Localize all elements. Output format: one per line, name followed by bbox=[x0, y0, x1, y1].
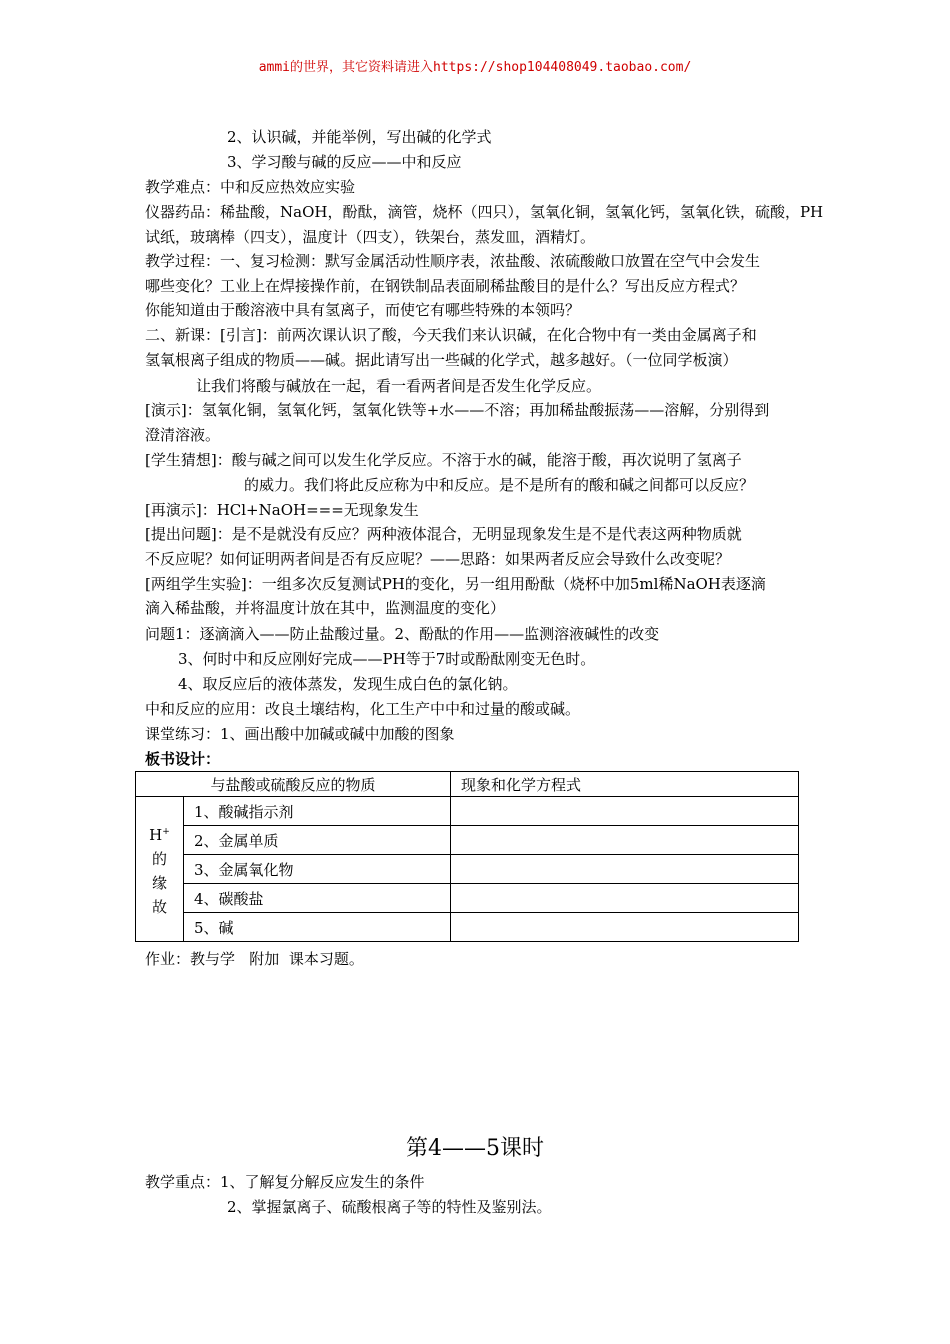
key-point-2: 2、掌握氯离子、硫酸根离子等的特性及鉴别法。 bbox=[227, 1198, 552, 1216]
side-char-2: 缘 bbox=[151, 873, 167, 892]
page-header-link[interactable]: ammi的世界，其它资料请进入https://shop104408049.taobao.com/ bbox=[258, 60, 692, 75]
demo-line-2: 澄清溶液。 bbox=[145, 426, 221, 444]
board-header-substances: 与盐酸或硫酸反应的物质 bbox=[136, 772, 451, 797]
guess-line-2: 的威力。我们将此反应称为中和反应。是不是所有的酸和碱之间都可以反应？ bbox=[244, 476, 755, 494]
section-title: 第4——5课时 bbox=[406, 1136, 544, 1161]
side-h: H bbox=[149, 825, 163, 844]
homework: 作业：教与学 附加 课本习题。 bbox=[145, 950, 364, 968]
new-lesson-line-3: 让我们将酸与碱放在一起，看一看两者间是否发生化学反应。 bbox=[196, 377, 602, 395]
board-cell-empty bbox=[451, 826, 799, 855]
teaching-difficulty: 教学难点：中和反应热效应实验 bbox=[145, 178, 356, 196]
experiment-line-2: 滴入稀盐酸，并将温度计放在其中，监测温度的变化） bbox=[145, 599, 506, 617]
application-line: 中和反应的应用：改良土壤结构，化工生产中中和过量的酸或碱。 bbox=[145, 700, 581, 718]
board-item-indicator: 1、酸碱指示剂 bbox=[184, 797, 451, 826]
board-cell-empty bbox=[451, 797, 799, 826]
process-line-3: 你能知道由于酸溶液中具有氢离子，而使它有哪些特殊的本领吗？ bbox=[145, 301, 581, 319]
board-header-phenomena: 现象和化学方程式 bbox=[451, 772, 799, 797]
objective-2: 2、认识碱，并能举例，写出碱的化学式 bbox=[227, 128, 492, 146]
new-lesson-line-2: 氢氧根离子组成的物质——碱。据此请写出一些碱的化学式，越多越好。（一位同学板演） bbox=[145, 351, 738, 369]
side-char-3: 故 bbox=[151, 897, 167, 916]
board-table bbox=[135, 771, 799, 942]
new-lesson-line-1: 二、新课：[引言]：前两次课认识了酸，今天我们来认识碱，在化合物中有一类由金属离子和 bbox=[145, 326, 757, 344]
question-line-1: [提出问题]：是不是就没有反应？两种液体混合，无明显现象发生是不是代表这两种物质就 bbox=[145, 525, 742, 543]
experiment-line-1: [两组学生实验]：一组多次反复测试PH的变化，另一组用酚酞（烧杯中加5ml稀NaOH表逐滴 bbox=[145, 575, 766, 593]
materials-line-1: 仪器药品：稀盐酸，NaOH，酚酞，滴管，烧杯（四只），氢氧化铜，氢氧化钙，氢氧化铁，硫酸，PH bbox=[145, 203, 824, 221]
classroom-exercise: 课堂练习：1、画出酸中加碱或碱中加酸的图象 bbox=[145, 725, 455, 743]
problem-line-1: 问题1：逐滴滴入——防止盐酸过量。2、酚酞的作用——监测溶液碱性的改变 bbox=[145, 625, 660, 643]
objective-3: 3、学习酸与碱的反应——中和反应 bbox=[227, 153, 462, 171]
board-item-carbonate: 4、碳酸盐 bbox=[184, 884, 451, 913]
board-cell-empty bbox=[451, 855, 799, 884]
board-item-base: 5、碱 bbox=[184, 913, 451, 942]
board-item-metal: 2、金属单质 bbox=[184, 826, 451, 855]
board-design-title: 板书设计： bbox=[145, 750, 221, 768]
key-point-1: 教学重点：1、了解复分解反应发生的条件 bbox=[145, 1173, 425, 1191]
problem-line-4: 4、取反应后的液体蒸发，发现生成白色的氯化钠。 bbox=[178, 675, 518, 693]
guess-line-1: [学生猜想]：酸与碱之间可以发生化学反应。不溶于水的碱，能溶于酸，再次说明了氢离子 bbox=[145, 451, 742, 469]
problem-line-3: 3、何时中和反应刚好完成——PH等于7时或酚酞刚变无色时。 bbox=[178, 650, 596, 668]
question-line-2: 不反应呢？如何证明两者间是否有反应呢？——思路：如果两者反应会导致什么改变呢？ bbox=[145, 550, 731, 568]
board-item-metal-oxide: 3、金属氧化物 bbox=[184, 855, 451, 884]
process-line-1: 教学过程：一、复习检测：默写金属活动性顺序表，浓盐酸、浓硫酸敞口放置在空气中会发生 bbox=[145, 252, 761, 270]
board-cell-empty bbox=[451, 913, 799, 942]
side-char-1: 的 bbox=[151, 849, 167, 868]
materials-line-2: 试纸，玻璃棒（四支），温度计（四支），铁架台，蒸发皿，酒精灯。 bbox=[145, 228, 596, 246]
demo-line-1: [演示]：氢氧化铜，氢氧化钙，氢氧化铁等+水——不溶；再加稀盐酸振荡——溶解，分别得到 bbox=[145, 401, 770, 419]
board-side-label bbox=[136, 797, 184, 942]
side-h-sup: + bbox=[162, 826, 170, 837]
board-cell-empty bbox=[451, 884, 799, 913]
redemo-line: [再演示]：HCl+NaOH===无现象发生 bbox=[145, 501, 419, 519]
process-line-2: 哪些变化？工业上在焊接操作前，在钢铁制品表面刷稀盐酸目的是什么？写出反应方程式？ bbox=[145, 277, 746, 295]
